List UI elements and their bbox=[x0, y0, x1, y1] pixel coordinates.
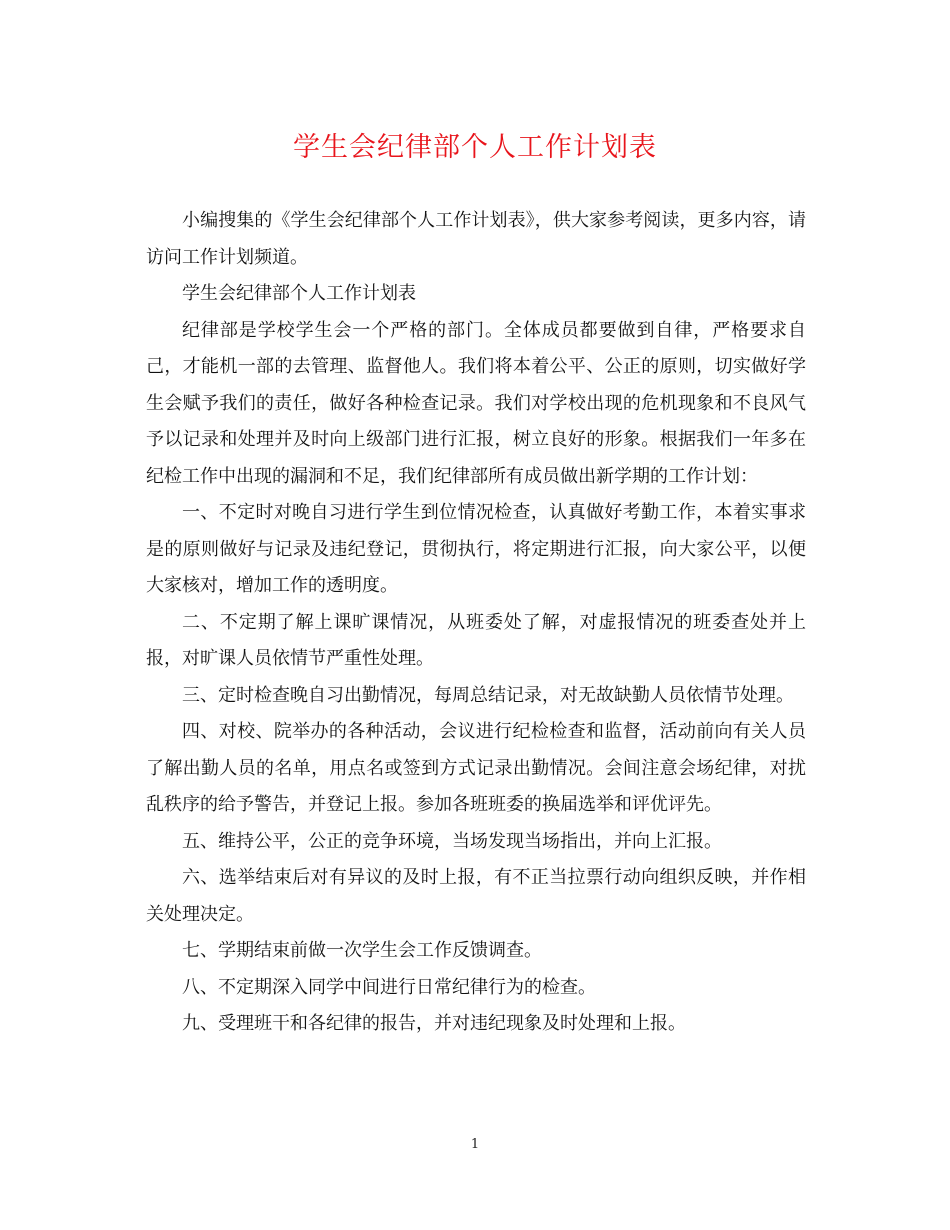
paragraph-item-5: 五、维持公平，公正的竞争环境，当场发现当场指出，并向上汇报。 bbox=[182, 830, 722, 852]
paragraph-item-8: 八、不定期深入同学中间进行日常纪律行为的检查。 bbox=[182, 976, 596, 998]
paragraph-item-1: 一、不定时对晚自习进行学生到位情况检查，认真做好考勤工作，本着实事求是的原则做好与记录及违纪登记，贯彻执行，将定期进行汇报，向大家公平，以便大家核对，增加工作的透明度。 bbox=[146, 502, 806, 596]
paragraph-intro: 小编搜集的《学生会纪律部个人工作计划表》，供大家参考阅读，更多内容，请访问工作计划频道。 bbox=[146, 210, 806, 268]
paragraph-item-7: 七、学期结束前做一次学生会工作反馈调查。 bbox=[182, 940, 542, 961]
paragraph-item-3: 三、定时检查晚自习出勤情况，每周总结记录，对无故缺勤人员依情节处理。 bbox=[182, 684, 794, 706]
page-number: 1 bbox=[470, 1137, 480, 1152]
document-body bbox=[146, 203, 806, 1043]
document-title: 学生会纪律部个人工作计划表 bbox=[293, 132, 657, 163]
paragraph-item-2: 二、不定期了解上课旷课情况，从班委处了解，对虚报情况的班委查处并上报，对旷课人员依情节严重性处理。 bbox=[146, 611, 806, 669]
paragraph-item-9: 九、受理班干和各纪律的报告，并对违纪现象及时处理和上报。 bbox=[182, 1013, 686, 1034]
paragraph-item-6: 六、选举结束后对有异议的及时上报，有不正当拉票行动向组织反映，并作相关处理决定。 bbox=[146, 867, 806, 925]
paragraph-item-4: 四、对校、院举办的各种活动，会议进行纪检检查和监督，活动前向有关人员了解出勤人员的名单，用点名或签到方式记录出勤情况。会间注意会场纪律，对扰乱秩序的给予警告，并登记上报。参加各班班委的换届选举和评优评先。 bbox=[146, 721, 806, 815]
paragraph-overview: 纪律部是学校学生会一个严格的部门。全体成员都要做到自律，严格要求自己，才能机一部的去管理、监督他人。我们将本着公平、公正的原则，切实做好学生会赋予我们的责任，做好各种检查记录。我们对学校出现的危机现象和不良风气予以记录和处理并及时向上级部门进行汇报，树立良好的形象。根据我们一年多在纪检工作中出现的漏洞和不足，我们纪律部所有成员做出新学期的工作计划： bbox=[146, 319, 806, 487]
paragraph-subtitle: 学生会纪律部个人工作计划表 bbox=[182, 283, 416, 304]
